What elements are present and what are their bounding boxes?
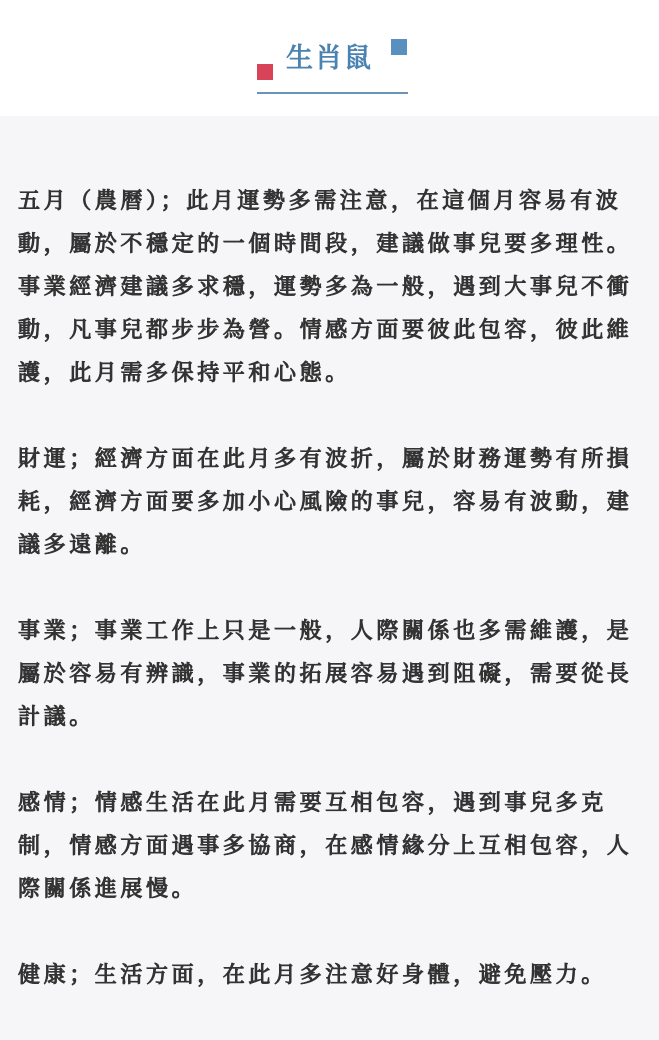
paragraph-wealth: 財運；經濟方面在此月多有波折，屬於財務運勢有所損耗，經濟方面要多加小心風險的事兒，容易有波動，建議多遠離。	[18, 447, 633, 558]
paragraph-relationship: 感情；情感生活在此月需要互相包容，遇到事兒多克制，情感方面遇事多協商，在感情緣分上互相包容，人際關係進展慢。	[18, 791, 633, 902]
paragraph-overview: 五月（農曆）；此月運勢多需注意，在這個月容易有波動，屬於不穩定的一個時間段，建議做事兒要多理性。事業經濟建議多求穩，運勢多為一般，遇到大事兒不衝動，凡事兒都步步為營。情感方面要彼此包容，彼此維護，此月需多保持平和心態。	[18, 189, 633, 386]
paragraph-health: 健康；生活方面，在此月多注意好身體，避免壓力。	[18, 963, 607, 988]
page-header	[0, 0, 659, 116]
paragraph-career: 事業；事業工作上只是一般，人際關係也多需維護，是屬於容易有辨識，事業的拓展容易遇到阻礙，需要從長計議。	[18, 619, 633, 730]
page-title: 生肖鼠	[286, 43, 373, 74]
article-body	[18, 180, 650, 1040]
title-underline	[257, 92, 408, 94]
